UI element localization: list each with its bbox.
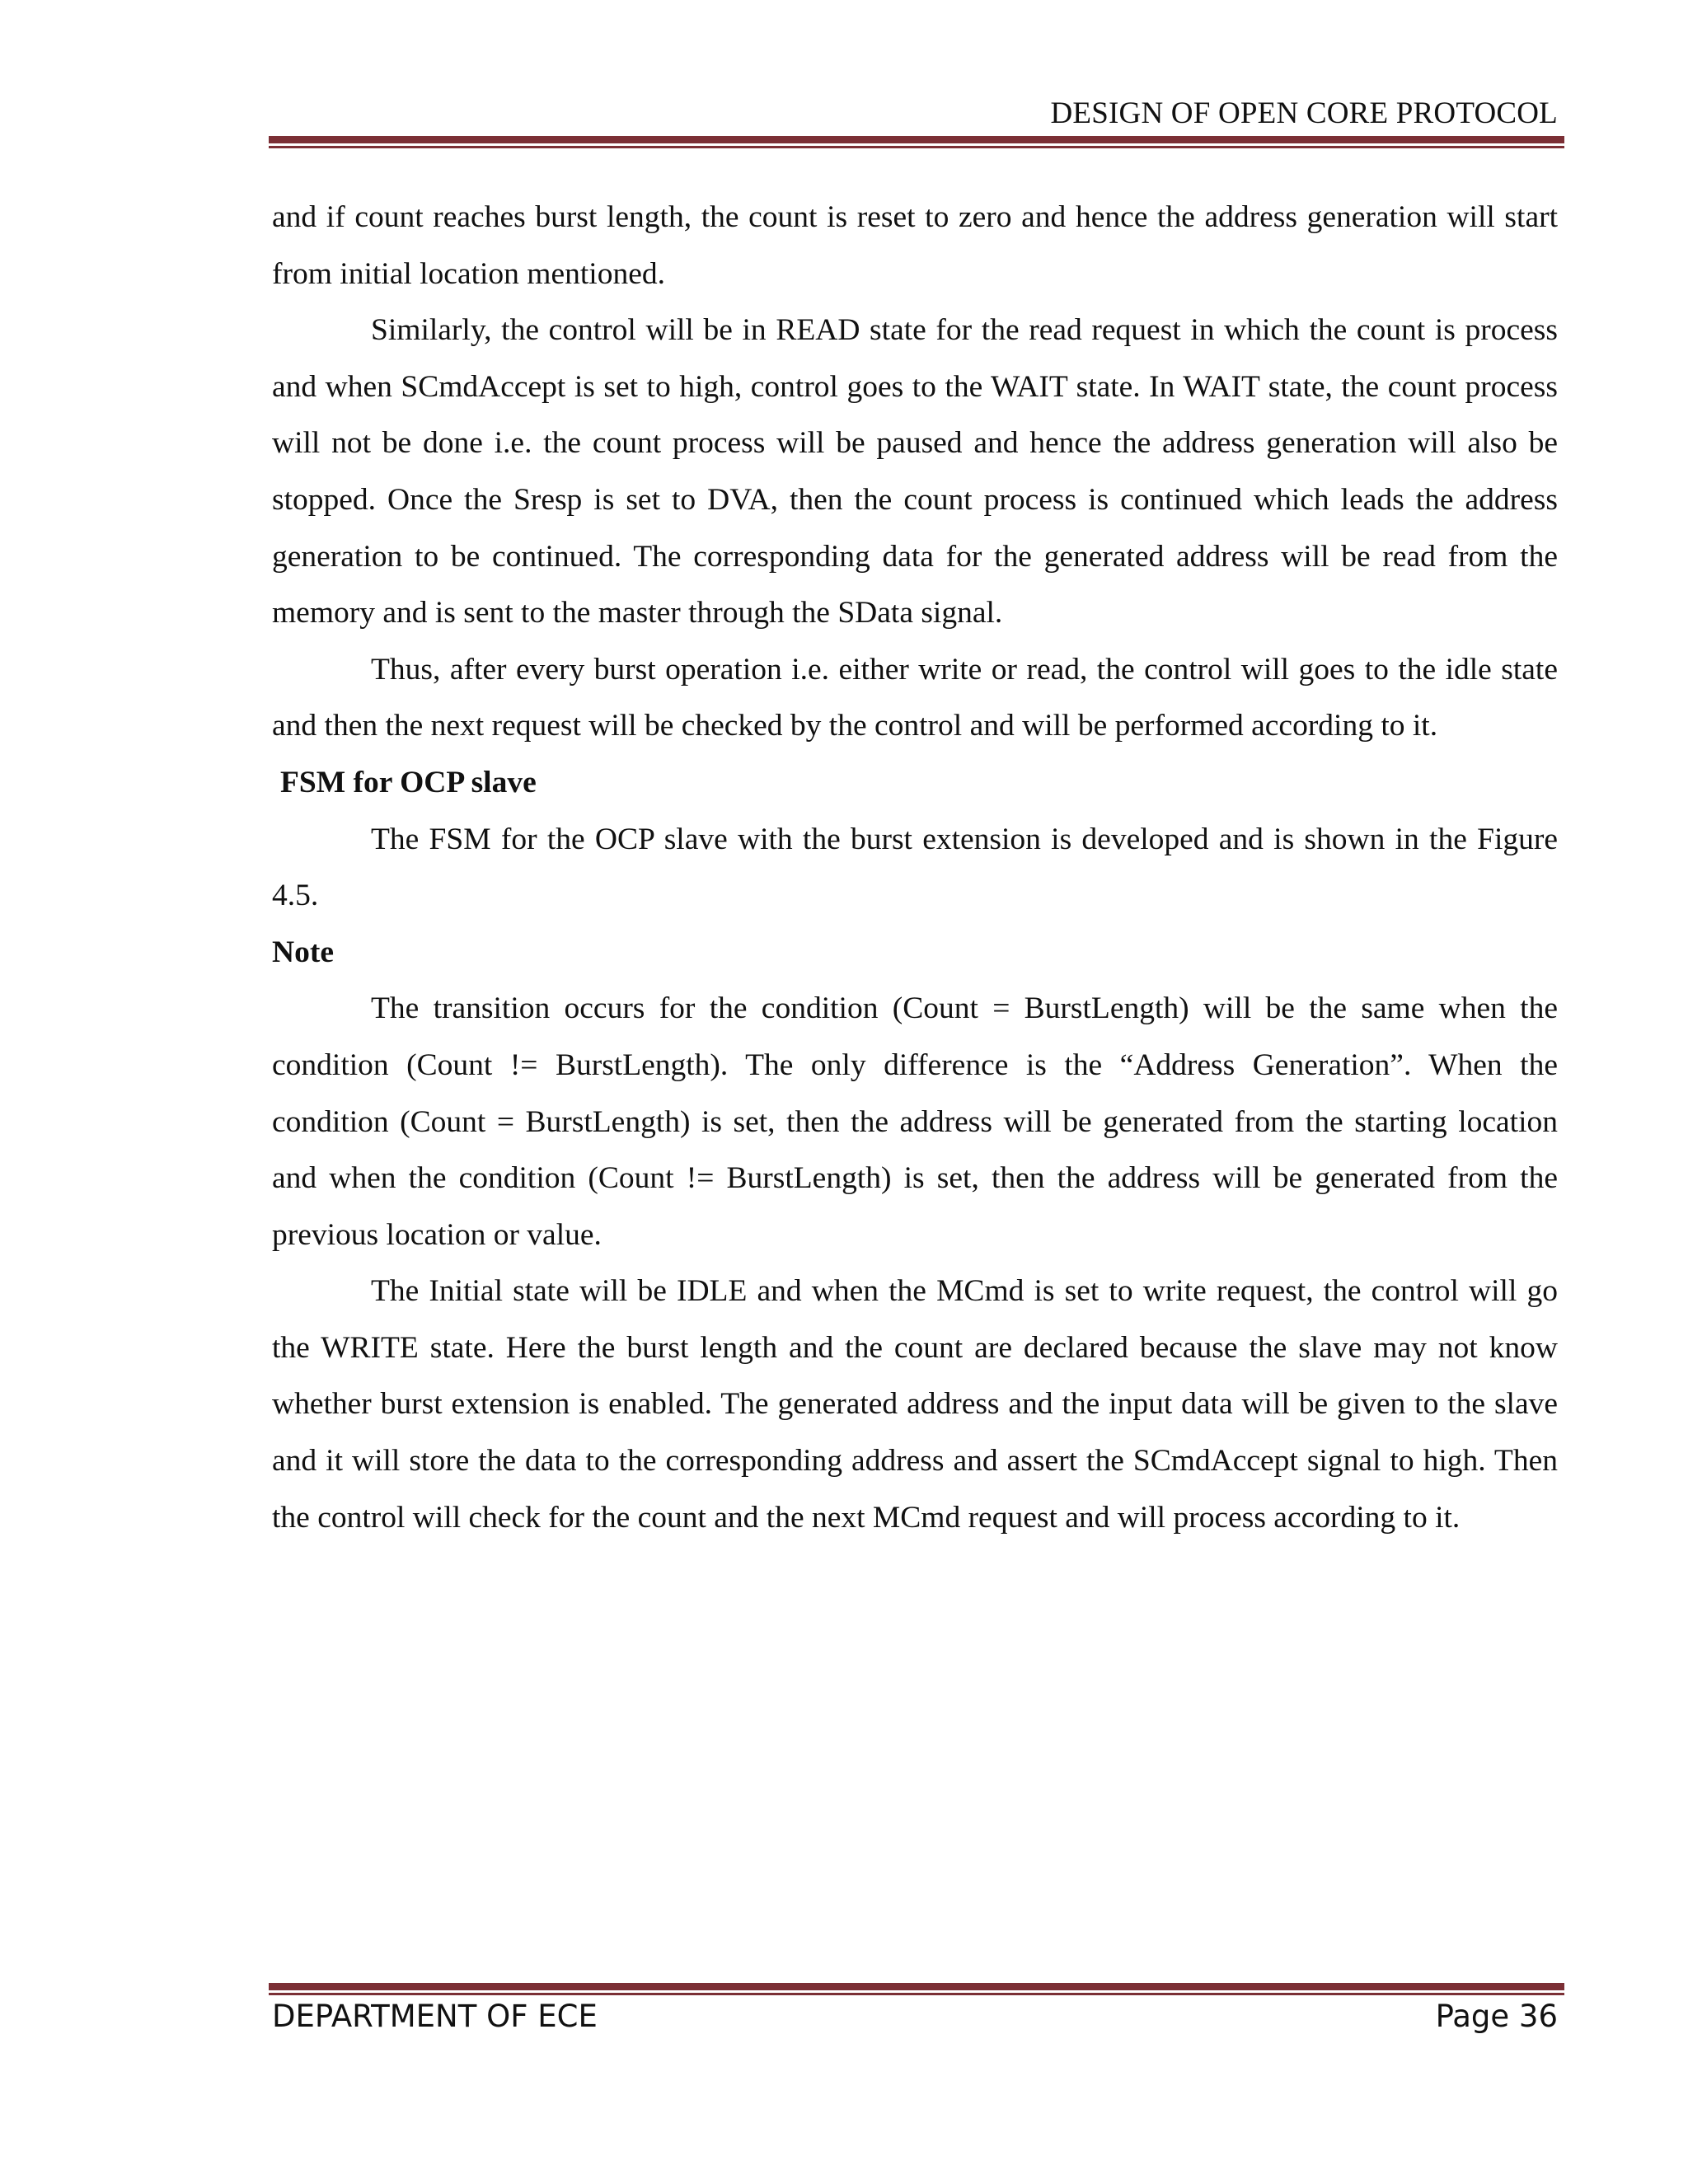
paragraph-continuation: and if count reaches burst length, the count is reset to zero and hence the address generation will start from initial location mentioned. [272, 200, 1558, 291]
footer-rule [269, 1983, 1564, 1995]
section-heading-note: Note [272, 935, 334, 969]
page-header: DESIGN OF OPEN CORE PROTOCOL [1050, 96, 1558, 130]
paragraph-transition-note: The transition occurs for the condition (Count = BurstLength) will be the same when the condition (Count != BurstLength). The only difference is the “Address Generation”. When the condition (Count = BurstLength) is set, then the address will be generated from the starting location and when the condition (Count != BurstLength) is set, then the address will be generated from the previous location or value. [272, 991, 1558, 1252]
header-rule [269, 136, 1564, 148]
paragraph-fsm-description: The FSM for the OCP slave with the burst extension is developed and is shown in the Figure 4.5. [272, 822, 1558, 913]
section-heading-fsm: FSM for OCP slave [280, 765, 537, 799]
footer-department: DEPARTMENT OF ECE [272, 1999, 598, 2034]
paragraph-read-state: Similarly, the control will be in READ state for the read request in which the count is process and when SCmdAccept is set to high, control goes to the WAIT state. In WAIT state, the count process will not be done i.e. the count process will be paused and hence the address generation will also be stopped. Once the Sresp is set to DVA, then the count process is continued which leads the address generation to be continued. The corresponding data for the generated address will be read from the memory and is sent to the master through the SData signal. [272, 313, 1558, 630]
document-body [272, 190, 1558, 1546]
paragraph-burst-operation: Thus, after every burst operation i.e. either write or read, the control will goes to the idle state and then the next request will be checked by the control and will be performed according to it. [272, 652, 1558, 743]
page-footer [272, 1996, 1558, 2037]
page-number: Page 36 [1435, 1999, 1558, 2034]
paragraph-initial-state: The Initial state will be IDLE and when the MCmd is set to write request, the control will go the WRITE state. Here the burst length and the count are declared because the slave may not know whether burst extension is enabled. The generated address and the input data will be given to the slave and it will store the data to the corresponding address and assert the SCmdAccept signal to high. Then the control will check for the count and the next MCmd request and will process according to it. [272, 1274, 1558, 1535]
